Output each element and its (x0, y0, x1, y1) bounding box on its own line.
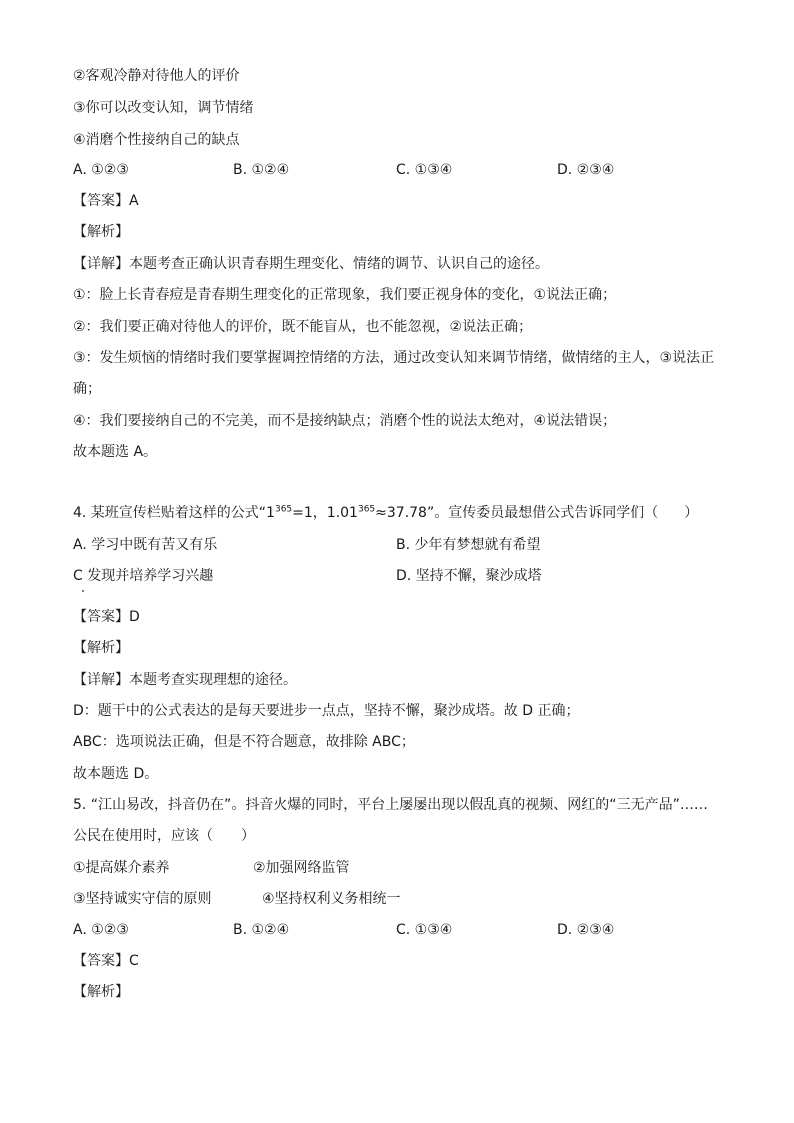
q3-explanation-1: ①：脸上长青春痘是青春期生理变化的正常现象，我们要正视身体的变化，①说法正确； (73, 287, 617, 303)
q3-option-b: B. ①②④ (233, 162, 290, 178)
q5-option-b: B. ①②④ (233, 922, 290, 938)
q5-stem-line-2: 公民在使用时，应该（ ） (73, 828, 255, 844)
q3-conclusion: 故本题选 A。 (73, 444, 158, 460)
q3-explanation-3b: 确； (73, 381, 101, 397)
q5-option-a: A. ①②③ (73, 922, 129, 938)
q5-statement-4: ④坚持权利义务相统一 (262, 891, 401, 907)
q4-stem-mid2: ≈37.78”。宣传委员最想借公式告诉同学们（ (375, 505, 659, 521)
q3-option-d: D. ②③④ (557, 162, 615, 178)
q3-explanation-4: ④：我们要接纳自己的不完美，而不是接纳缺点；消磨个性的说法太绝对，④说法错误； (73, 413, 617, 429)
q4-stem-mid1: =1，1.01 (292, 505, 358, 521)
q4-answer: 【答案】D (73, 609, 140, 625)
q3-answer: 【答案】A (73, 193, 139, 209)
q4-stem-pre: 4. 某班宣传栏贴着这样的公式“1 (73, 505, 275, 521)
q5-answer: 【答案】C (73, 953, 139, 969)
q4-option-a: A. 学习中既有苦又有乐 (73, 537, 218, 553)
q5-statement-2: ②加强网络监管 (253, 860, 350, 876)
q4-option-b: B. 少年有梦想就有希望 (396, 537, 541, 553)
q4-superscript-2: 365 (357, 504, 376, 515)
q4-explanation-d: D：题干中的公式表达的是每天要进步一点点，坚持不懈，聚沙成塔。故 D 正确； (73, 703, 580, 719)
q4-explanation-abc: ABC：选项说法正确，但是不符合题意，故排除 ABC； (73, 734, 415, 750)
q3-statement-2: ②客观冷静对待他人的评价 (73, 68, 240, 84)
q4-conclusion: 故本题选 D。 (73, 766, 159, 782)
stray-dot-mark (82, 590, 84, 592)
q4-superscript-1: 365 (274, 504, 293, 515)
q3-option-c: C. ①③④ (396, 162, 453, 178)
q4-detail: 【详解】本题考查实现理想的途径。 (73, 672, 297, 688)
q3-explanation-3a: ③：发生烦恼的情绪时我们要掌握调控情绪的方法，通过改变认知来调节情绪，做情绪的主人，③说法正 (73, 350, 715, 366)
q3-explanation-2: ②：我们要正确对待他人的评价，既不能盲从，也不能忽视，②说法正确； (73, 319, 533, 335)
q5-stem-line-1: 5. “江山易改，抖音仍在”。抖音火爆的同时，平台上屡屡出现以假乱真的视频、网红的“三无产品”…… (73, 797, 708, 813)
q3-statement-4: ④消磨个性接纳自己的缺点 (73, 132, 240, 148)
q4-stem-post: ） (684, 505, 699, 521)
q5-statement-3: ③坚持诚实守信的原则 (73, 891, 212, 907)
q5-statement-1: ①提高媒介素养 (73, 860, 170, 876)
q4-stem (73, 503, 698, 523)
q3-statement-3: ③你可以改变认知，调节情绪 (73, 100, 254, 116)
q4-analysis-label: 【解析】 (73, 640, 129, 656)
q4-option-d: D. 坚持不懈，聚沙成塔 (396, 568, 542, 584)
q3-option-a: A. ①②③ (73, 162, 129, 178)
q3-analysis-label: 【解析】 (73, 224, 129, 240)
q5-option-c: C. ①③④ (396, 922, 453, 938)
q5-option-d: D. ②③④ (557, 922, 615, 938)
q3-detail: 【详解】本题考查正确认识青春期生理变化、情绪的调节、认识自己的途径。 (73, 256, 549, 272)
q4-option-c: C 发现并培养学习兴趣 (73, 568, 214, 584)
q5-analysis-label: 【解析】 (73, 984, 129, 1000)
